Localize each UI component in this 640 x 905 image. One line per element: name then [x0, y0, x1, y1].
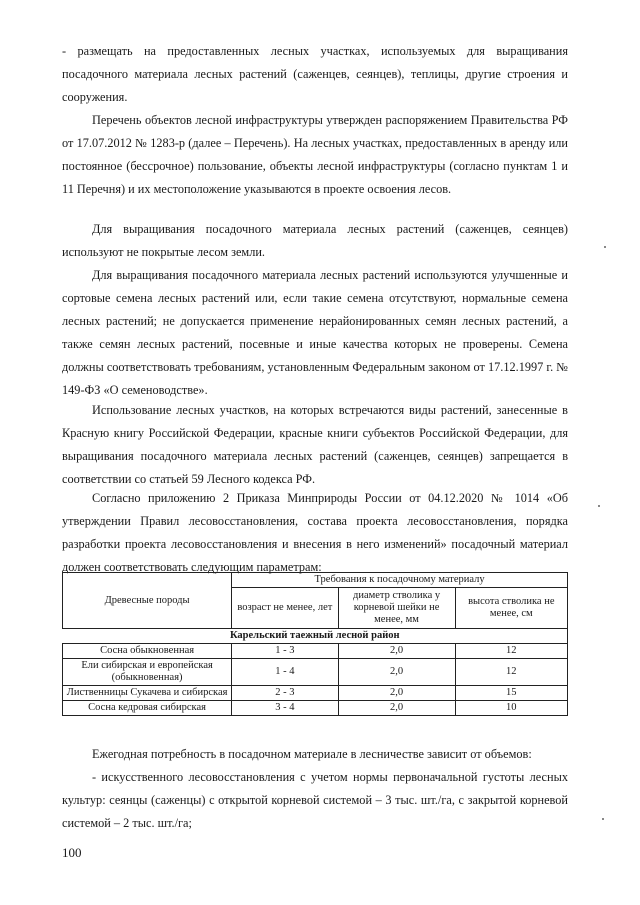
paragraph-red-book: Использование лесных участков, на которых встречаются виды растений, занесенные в Красную книгу Российской Федерации, красные книги субъектов Российской Федерации, для выращивания посадочного материала лесных растений (саженцев, сеянцев) запрещается в соответствии со статьей 59 Лесного кодекса РФ. [62, 403, 568, 486]
scan-speck [602, 818, 604, 820]
planting-material-table [62, 572, 568, 716]
cell-species: Лиственницы Сукачева и сибирская [63, 686, 232, 701]
cell-species: Сосна кедровая сибирская [63, 701, 232, 716]
page-number: 100 [62, 845, 82, 860]
cell-species: Сосна обыкновенная [63, 644, 232, 659]
cell-diameter: 2,0 [338, 659, 455, 686]
cell-species: Ели сибирская и европейская (обыкновенная) [63, 659, 232, 686]
paragraph-order-reference: Согласно приложению 2 Приказа Минприроды России от 04.12.2020 № 1014 «Об утверждении Правил лесовосстановления, состава проекта лесовосстановления, порядка разработки проекта лесовосстановления и внесения в него изменений» посадочный материал должен соответствовать следующим параметрам: [62, 491, 568, 574]
table-region-row [63, 629, 568, 644]
cell-age: 2 - 3 [232, 686, 338, 701]
scan-speck [598, 505, 600, 507]
cell-age: 1 - 4 [232, 659, 338, 686]
table-header-row [63, 573, 568, 588]
table-row [63, 701, 568, 716]
header-species: Древесные породы [63, 573, 232, 629]
cell-diameter: 2,0 [338, 701, 455, 716]
table-row [63, 644, 568, 659]
header-diameter: диаметр стволика у корневой шейки не менее, мм [338, 588, 455, 629]
scan-speck [604, 246, 606, 248]
cell-height: 10 [455, 701, 567, 716]
cell-diameter: 2,0 [338, 644, 455, 659]
table-row [63, 659, 568, 686]
header-height: высота стволика не менее, см [455, 588, 567, 629]
cell-height: 12 [455, 659, 567, 686]
cell-age: 1 - 3 [232, 644, 338, 659]
table-row [63, 686, 568, 701]
paragraph-infrastructure-list: Перечень объектов лесной инфраструктуры утвержден распоряжением Правительства РФ от 17.07.2012 № 1283-р (далее – Перечень). На лесных участках, предоставленных в аренду или постоянное (бессрочное) пользование, объекты лесной инфраструктуры (согласно пунктам 1 и 11 Перечня) и их местоположение указываются в проекте освоения лесов. [62, 113, 568, 196]
header-requirements: Требования к посадочному материалу [232, 573, 568, 588]
region-label: Карельский таежный лесной район [63, 629, 568, 644]
paragraph-structures: - размещать на предоставленных лесных участках, используемых для выращивания посадочного материала лесных растений (саженцев, сеянцев), теплицы, другие строения и сооружения. [62, 44, 568, 104]
paragraph-reforestation: - искусственного лесовосстановления с учетом нормы первоначальной густоты лесных культур: сеянцы (саженцы) с открытой корневой системой – 3 тыс. шт./га, с закрытой корневой системой – 2 тыс. шт./га; [62, 770, 568, 830]
cell-age: 3 - 4 [232, 701, 338, 716]
header-age: возраст не менее, лет [232, 588, 338, 629]
cell-diameter: 2,0 [338, 686, 455, 701]
paragraph-annual-demand: Ежегодная потребность в посадочном материале в лесничестве зависит от объемов: [92, 747, 532, 761]
cell-height: 15 [455, 686, 567, 701]
paragraph-seeds: Для выращивания посадочного материала лесных растений используются улучшенные и сортовые семена лесных растений или, если такие семена отсутствуют, нормальные семена лесных растений; не допускается применение нерайонированных семян лесных растений, а также семян лесных растений, посевные и иные качества которых не проверены. Семена должны соответствовать требованиям, установленным Федеральным законом от 17.12.1997 г. № 149-ФЗ «О семеноводстве». [62, 268, 568, 397]
cell-height: 12 [455, 644, 567, 659]
paragraph-land-use: Для выращивания посадочного материала лесных растений (саженцев, сеянцев) используют не покрытые лесом земли. [62, 222, 568, 259]
